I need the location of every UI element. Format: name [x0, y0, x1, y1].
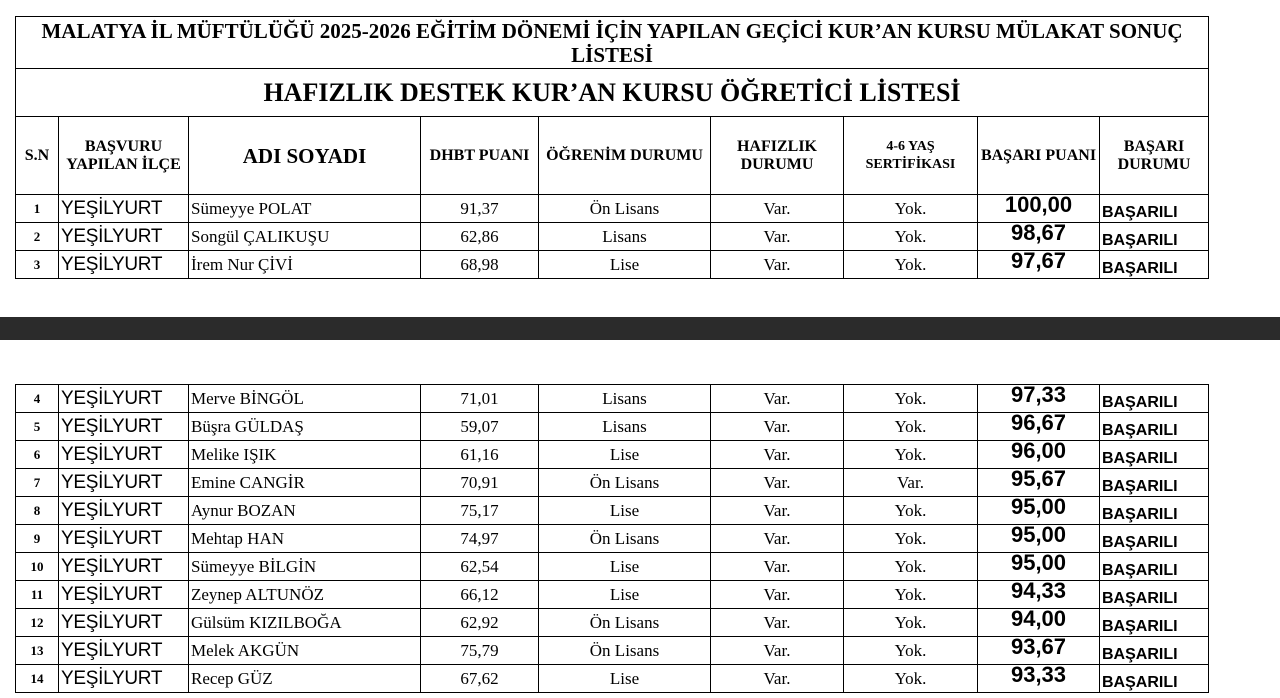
table-row	[16, 609, 1209, 637]
row-number: 9	[16, 525, 59, 553]
page-separator	[0, 317, 1280, 340]
row-ilce: YEŞİLYURT	[59, 251, 189, 279]
row-basari-durumu: BAŞARILI	[1100, 223, 1209, 251]
row-ilce: YEŞİLYURT	[59, 525, 189, 553]
row-ogrenim-durumu: Ön Lisans	[539, 469, 711, 497]
row-adi-soyadi: Recep GÜZ	[189, 665, 421, 693]
table-header-row	[16, 117, 1209, 195]
row-hafizlik-durumu: Var.	[711, 223, 844, 251]
row-sertifika: Yok.	[844, 385, 978, 413]
row-dhbt-puani: 61,16	[421, 441, 539, 469]
row-sertifika: Yok.	[844, 665, 978, 693]
row-ilce: YEŞİLYURT	[59, 469, 189, 497]
row-ogrenim-durumu: Lise	[539, 251, 711, 279]
document-subtitle: HAFIZLIK DESTEK KUR’AN KURSU ÖĞRETİCİ LİSTESİ	[16, 69, 1209, 117]
row-dhbt-puani: 71,01	[421, 385, 539, 413]
row-basari-puani: 94,00	[978, 609, 1100, 637]
row-adi-soyadi: Melek AKGÜN	[189, 637, 421, 665]
table-row	[16, 385, 1209, 413]
row-hafizlik-durumu: Var.	[711, 195, 844, 223]
row-dhbt-puani: 75,79	[421, 637, 539, 665]
row-dhbt-puani: 59,07	[421, 413, 539, 441]
row-dhbt-puani: 62,54	[421, 553, 539, 581]
table-row	[16, 469, 1209, 497]
row-number: 7	[16, 469, 59, 497]
header-ilce: BAŞVURU YAPILAN İLÇE	[59, 117, 189, 195]
row-basari-puani: 94,33	[978, 581, 1100, 609]
row-adi-soyadi: Gülsüm KIZILBOĞA	[189, 609, 421, 637]
row-sertifika: Yok.	[844, 195, 978, 223]
row-ilce: YEŞİLYURT	[59, 195, 189, 223]
table-row	[16, 441, 1209, 469]
row-hafizlik-durumu: Var.	[711, 497, 844, 525]
row-basari-durumu: BAŞARILI	[1100, 195, 1209, 223]
row-basari-puani: 95,00	[978, 553, 1100, 581]
row-sertifika: Yok.	[844, 251, 978, 279]
row-ilce: YEŞİLYURT	[59, 441, 189, 469]
row-number: 8	[16, 497, 59, 525]
row-sertifika: Yok.	[844, 609, 978, 637]
row-adi-soyadi: Zeynep ALTUNÖZ	[189, 581, 421, 609]
row-adi-soyadi: Aynur BOZAN	[189, 497, 421, 525]
row-basari-puani: 93,67	[978, 637, 1100, 665]
row-basari-puani: 95,67	[978, 469, 1100, 497]
row-number: 6	[16, 441, 59, 469]
row-ogrenim-durumu: Lise	[539, 441, 711, 469]
row-ilce: YEŞİLYURT	[59, 497, 189, 525]
row-hafizlik-durumu: Var.	[711, 469, 844, 497]
row-number: 11	[16, 581, 59, 609]
table-row	[16, 553, 1209, 581]
table-row	[16, 497, 1209, 525]
row-hafizlik-durumu: Var.	[711, 581, 844, 609]
row-ilce: YEŞİLYURT	[59, 665, 189, 693]
row-ogrenim-durumu: Lise	[539, 497, 711, 525]
row-hafizlik-durumu: Var.	[711, 637, 844, 665]
row-ogrenim-durumu: Lise	[539, 581, 711, 609]
row-ogrenim-durumu: Lisans	[539, 385, 711, 413]
row-adi-soyadi: Merve BİNGÖL	[189, 385, 421, 413]
row-basari-durumu: BAŞARILI	[1100, 609, 1209, 637]
row-hafizlik-durumu: Var.	[711, 413, 844, 441]
row-adi-soyadi: Songül ÇALIKUŞU	[189, 223, 421, 251]
row-basari-durumu: BAŞARILI	[1100, 525, 1209, 553]
table-row	[16, 251, 1209, 279]
row-number: 14	[16, 665, 59, 693]
row-dhbt-puani: 74,97	[421, 525, 539, 553]
row-hafizlik-durumu: Var.	[711, 609, 844, 637]
row-dhbt-puani: 91,37	[421, 195, 539, 223]
row-dhbt-puani: 67,62	[421, 665, 539, 693]
row-basari-puani: 95,00	[978, 525, 1100, 553]
table-row	[16, 525, 1209, 553]
row-sertifika: Yok.	[844, 637, 978, 665]
row-basari-durumu: BAŞARILI	[1100, 497, 1209, 525]
row-number: 10	[16, 553, 59, 581]
row-dhbt-puani: 70,91	[421, 469, 539, 497]
header-basari-puani: BAŞARI PUANI	[978, 117, 1100, 195]
row-ilce: YEŞİLYURT	[59, 385, 189, 413]
document-title: MALATYA İL MÜFTÜLÜĞÜ 2025-2026 EĞİTİM DÖNEMİ İÇİN YAPILAN GEÇİCİ KUR’AN KURSU MÜLAKAT SONUÇ LİSTESİ	[16, 17, 1209, 69]
row-ogrenim-durumu: Lisans	[539, 223, 711, 251]
header-ogrenim: ÖĞRENİM DURUMU	[539, 117, 711, 195]
row-ilce: YEŞİLYURT	[59, 637, 189, 665]
row-adi-soyadi: Büşra GÜLDAŞ	[189, 413, 421, 441]
row-number: 3	[16, 251, 59, 279]
header-sn: S.N	[16, 117, 59, 195]
results-table-top	[15, 16, 1209, 279]
row-basari-durumu: BAŞARILI	[1100, 413, 1209, 441]
row-hafizlik-durumu: Var.	[711, 251, 844, 279]
table-row	[16, 413, 1209, 441]
row-dhbt-puani: 75,17	[421, 497, 539, 525]
row-adi-soyadi: İrem Nur ÇİVİ	[189, 251, 421, 279]
row-sertifika: Var.	[844, 469, 978, 497]
row-basari-puani: 96,67	[978, 413, 1100, 441]
row-ogrenim-durumu: Lise	[539, 553, 711, 581]
row-ogrenim-durumu: Ön Lisans	[539, 637, 711, 665]
row-basari-puani: 97,67	[978, 251, 1100, 279]
header-basari-durumu: BAŞARI DURUMU	[1100, 117, 1209, 195]
row-sertifika: Yok.	[844, 581, 978, 609]
row-basari-durumu: BAŞARILI	[1100, 469, 1209, 497]
row-basari-puani: 96,00	[978, 441, 1100, 469]
header-hafizlik: HAFIZLIK DURUMU	[711, 117, 844, 195]
table-row	[16, 637, 1209, 665]
table-row	[16, 223, 1209, 251]
row-hafizlik-durumu: Var.	[711, 441, 844, 469]
header-dhbt: DHBT PUANI	[421, 117, 539, 195]
row-ilce: YEŞİLYURT	[59, 223, 189, 251]
row-number: 13	[16, 637, 59, 665]
row-ogrenim-durumu: Lisans	[539, 413, 711, 441]
table-row	[16, 195, 1209, 223]
row-sertifika: Yok.	[844, 497, 978, 525]
row-sertifika: Yok.	[844, 413, 978, 441]
row-ilce: YEŞİLYURT	[59, 413, 189, 441]
row-number: 4	[16, 385, 59, 413]
results-table-bottom	[15, 384, 1209, 693]
row-basari-puani: 98,67	[978, 223, 1100, 251]
row-basari-durumu: BAŞARILI	[1100, 553, 1209, 581]
row-sertifika: Yok.	[844, 553, 978, 581]
row-basari-durumu: BAŞARILI	[1100, 637, 1209, 665]
row-basari-durumu: BAŞARILI	[1100, 665, 1209, 693]
header-sertifika: 4-6 YAŞ SERTİFİKASI	[844, 117, 978, 195]
row-dhbt-puani: 66,12	[421, 581, 539, 609]
row-ogrenim-durumu: Ön Lisans	[539, 525, 711, 553]
header-adi-soyadi: ADI SOYADI	[189, 117, 421, 195]
row-hafizlik-durumu: Var.	[711, 553, 844, 581]
table-row	[16, 581, 1209, 609]
row-dhbt-puani: 68,98	[421, 251, 539, 279]
row-basari-puani: 100,00	[978, 195, 1100, 223]
row-ogrenim-durumu: Ön Lisans	[539, 195, 711, 223]
row-adi-soyadi: Sümeyye BİLGİN	[189, 553, 421, 581]
row-sertifika: Yok.	[844, 223, 978, 251]
row-hafizlik-durumu: Var.	[711, 665, 844, 693]
row-number: 12	[16, 609, 59, 637]
row-hafizlik-durumu: Var.	[711, 385, 844, 413]
row-ilce: YEŞİLYURT	[59, 609, 189, 637]
row-basari-puani: 97,33	[978, 385, 1100, 413]
row-basari-puani: 95,00	[978, 497, 1100, 525]
row-adi-soyadi: Melike IŞIK	[189, 441, 421, 469]
row-number: 5	[16, 413, 59, 441]
row-sertifika: Yok.	[844, 441, 978, 469]
row-adi-soyadi: Sümeyye POLAT	[189, 195, 421, 223]
row-adi-soyadi: Emine CANGİR	[189, 469, 421, 497]
row-basari-durumu: BAŞARILI	[1100, 581, 1209, 609]
row-basari-durumu: BAŞARILI	[1100, 251, 1209, 279]
row-adi-soyadi: Mehtap HAN	[189, 525, 421, 553]
row-ogrenim-durumu: Ön Lisans	[539, 609, 711, 637]
row-ilce: YEŞİLYURT	[59, 581, 189, 609]
row-basari-puani: 93,33	[978, 665, 1100, 693]
row-hafizlik-durumu: Var.	[711, 525, 844, 553]
row-number: 1	[16, 195, 59, 223]
row-sertifika: Yok.	[844, 525, 978, 553]
row-dhbt-puani: 62,92	[421, 609, 539, 637]
row-basari-durumu: BAŞARILI	[1100, 441, 1209, 469]
row-dhbt-puani: 62,86	[421, 223, 539, 251]
row-number: 2	[16, 223, 59, 251]
row-basari-durumu: BAŞARILI	[1100, 385, 1209, 413]
table-row	[16, 665, 1209, 693]
row-ilce: YEŞİLYURT	[59, 553, 189, 581]
row-ogrenim-durumu: Lise	[539, 665, 711, 693]
